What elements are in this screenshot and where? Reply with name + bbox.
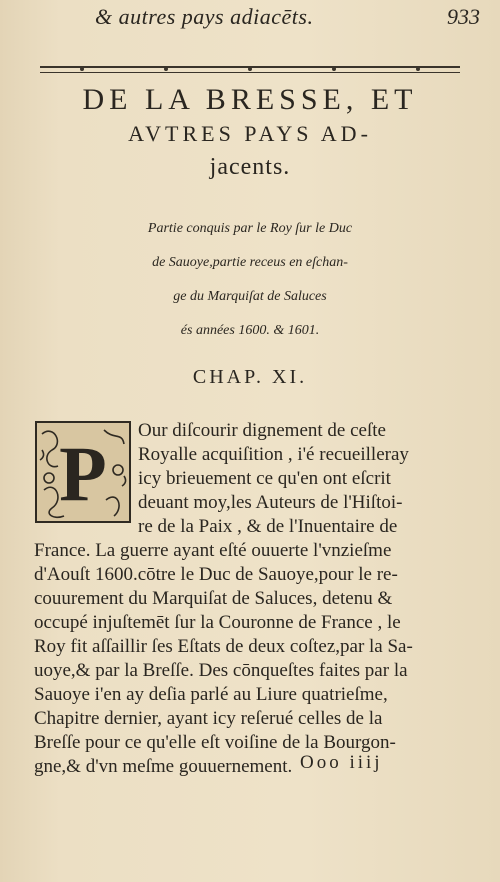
chapter-heading: CHAP. XI. <box>192 366 308 388</box>
ornamental-rule-thin <box>40 72 460 73</box>
body-line-7: d'Aouſt 1600.cōtre le Duc de Sauoye,pour le re- <box>34 564 398 585</box>
running-title: & autres pays adiacēts. <box>95 4 314 29</box>
section-title <box>0 82 500 184</box>
body-line-10: Roy fit aſſaillir ſes Eſtats de deux coſtez,par la Sa- <box>34 636 413 657</box>
subtitle-line-3: ge du Marquiſat de Saluces <box>173 289 327 304</box>
body-line-8: couurement du Marquiſat de Saluces, detenu & <box>34 588 393 609</box>
body-line-9: occupé injuſtemēt ſur la Couronne de France , le <box>34 612 401 633</box>
body-line-11: uoye,& par la Breſſe. Des cōnqueſtes faites par la <box>34 660 408 681</box>
body-line-6: France. La guerre ayant eſté ouuerte l'vnzieſme <box>34 540 392 561</box>
section-title-line-2: AVTRES PAYS AD- <box>128 121 372 146</box>
body-line-4: deuant moy,les Auteurs de l'Hiſtoi- <box>138 492 403 513</box>
page-number: 933 <box>447 4 480 29</box>
subtitle-line-2: de Sauoye,partie receus en eſchan- <box>152 255 348 270</box>
subtitle-line-4: és années 1600. & 1601. <box>180 323 320 338</box>
body-line-12: Sauoye i'en ay deſia parlé au Liure quatrieſme, <box>34 684 388 705</box>
body-line-15: gne,& d'vn meſme gouuernement. <box>34 756 293 777</box>
rule-ornament <box>40 62 460 76</box>
section-title-line-1: DE LA BRESSE, ET <box>82 83 418 116</box>
signature-mark: Ooo iiij <box>300 752 383 773</box>
drop-cap-ornament <box>34 420 132 524</box>
body-line-5: re de la Paix , & de l'Inuentaire de <box>138 516 398 537</box>
subtitle-line-1: Partie conquis par le Roy ſur le Duc <box>147 221 353 236</box>
drop-cap-letter: P <box>59 430 107 517</box>
body-line-13: Chapitre dernier, ayant icy reſerué celles de la <box>34 708 383 729</box>
section-subtitle <box>0 212 500 348</box>
section-title-line-3: jacents. <box>209 154 291 180</box>
body-line-14: Breſſe pour ce qu'elle eſt voiſine de la Bourgon- <box>34 732 396 753</box>
body-line-1: Our diſcourir dignement de ceſte <box>138 420 386 441</box>
body-line-3: icy brieuement ce qu'en ont eſcrit <box>138 468 391 489</box>
body-line-2: Royalle acquiſition , i'é recueilleray <box>138 444 409 465</box>
running-header <box>70 2 480 36</box>
